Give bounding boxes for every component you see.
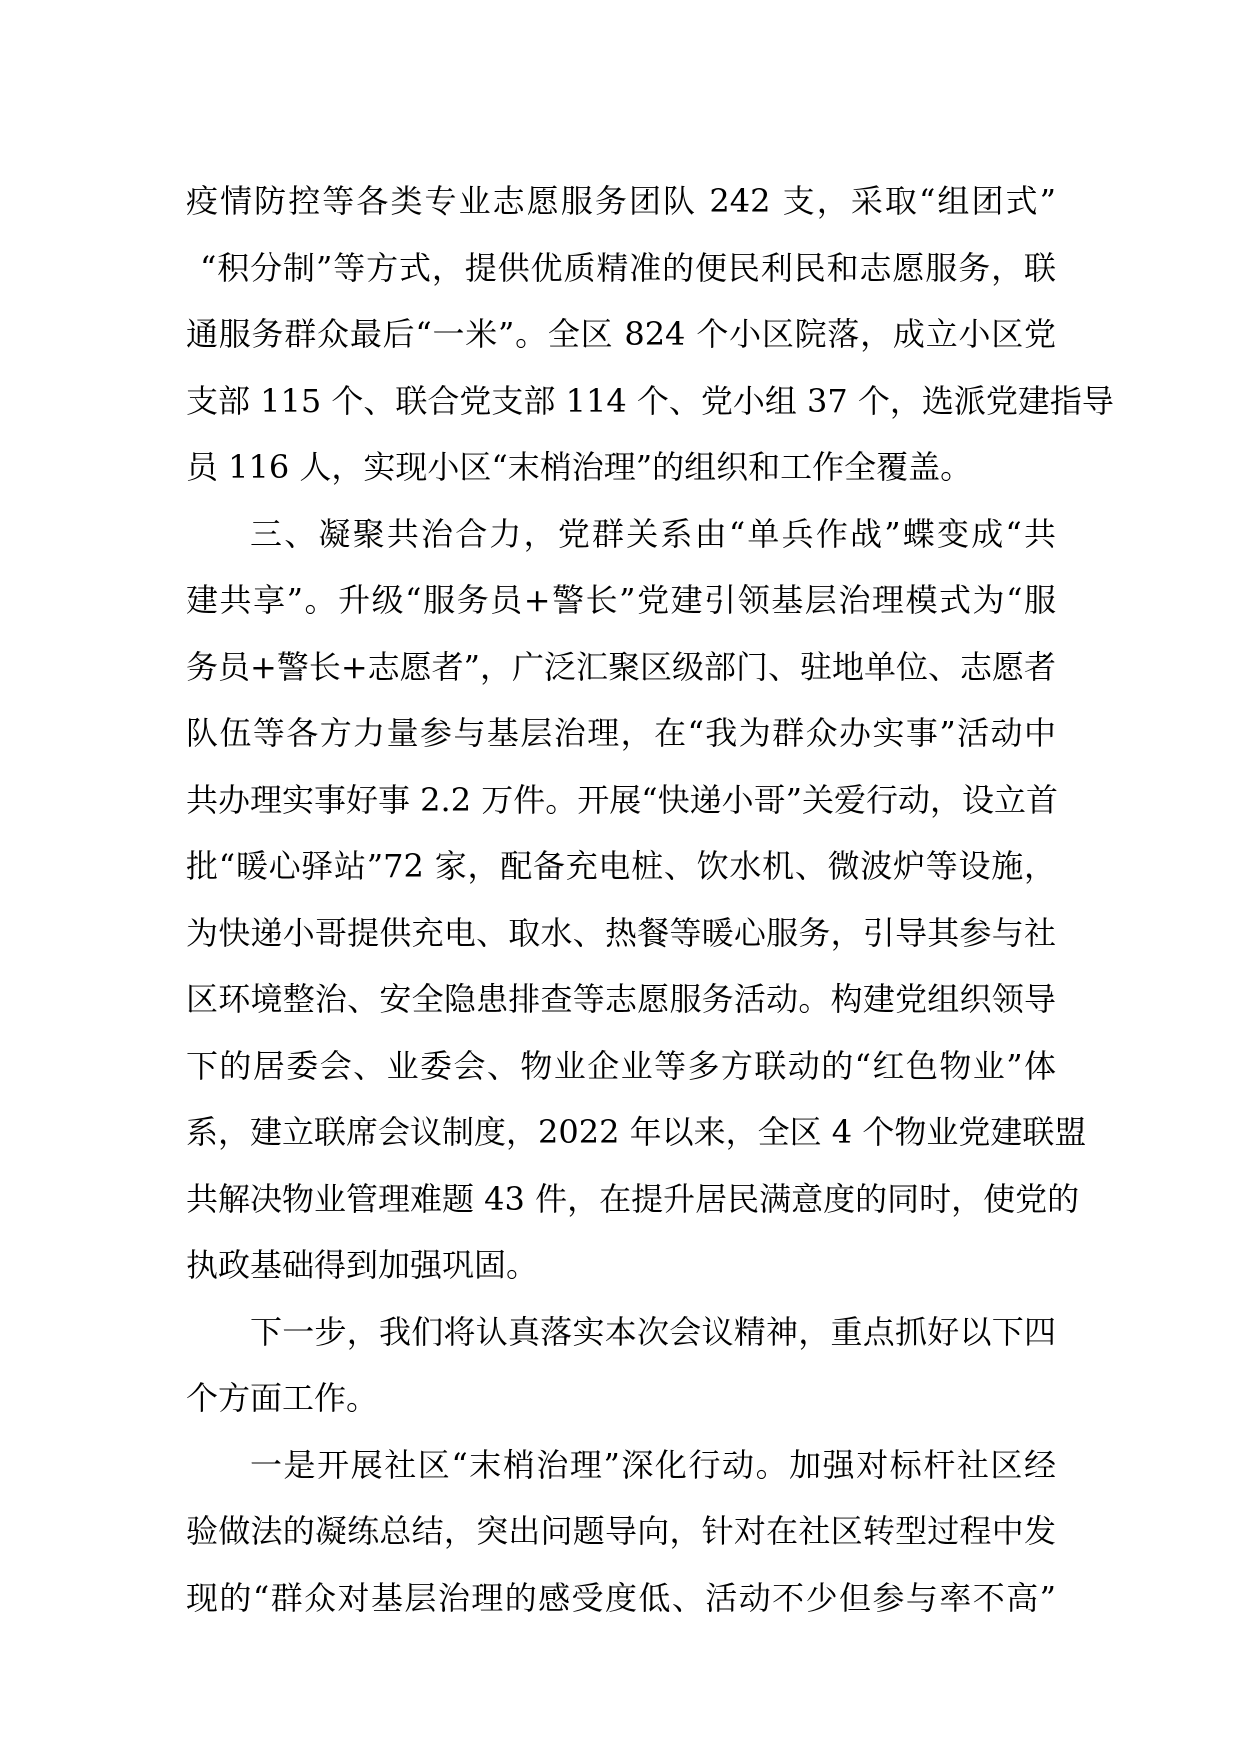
- text-line: “积分制”等方式，提供优质精准的便民利民和志愿服务，联: [200, 248, 1056, 287]
- text-line: 支部 115 个、联合党支部 114 个、党小组 37 个，选派党建指导: [186, 381, 1114, 420]
- text-line: 为快递小哥提供充电、取水、热餐等暖心服务，引导其参与社: [186, 913, 1056, 952]
- paragraph-first-line: 下一步，我们将认真落实本次会议精神，重点抓好以下四: [250, 1312, 1056, 1351]
- paragraph-heading-line: 三、凝聚共治合力，党群关系由“单兵作战”蝶变成“共: [250, 514, 1056, 553]
- text-line: 下的居委会、业委会、物业企业等多方联动的“红色物业”体: [186, 1046, 1056, 1085]
- text-line: 员 116 人，实现小区“末梢治理”的组织和工作全覆盖。: [186, 448, 973, 486]
- text-line: 验做法的凝练总结，突出问题导向，针对在社区转型过程中发: [186, 1512, 1056, 1550]
- text-line: 通服务群众最后“一米”。全区 824 个小区院落，成立小区党: [186, 315, 1056, 353]
- text-line: 务员+警长+志愿者”，广泛汇聚区级部门、驻地单位、志愿者: [186, 647, 1056, 686]
- text-line: 共解决物业管理难题 43 件，在提升居民满意度的同时，使党的: [186, 1179, 1080, 1218]
- text-line: 个方面工作。: [186, 1379, 379, 1417]
- paragraph-first-line: 一是开展社区“末梢治理”深化行动。加强对标杆社区经: [250, 1445, 1056, 1484]
- text-line: 队伍等各方力量参与基层治理，在“我为群众办实事”活动中: [186, 714, 1056, 752]
- text-line: 批“暖心驿站”72 家，配备充电桩、饮水机、微波炉等设施，: [186, 847, 1056, 885]
- body-text: [186, 168, 1114, 1631]
- text-line: 共办理实事好事 2.2 万件。开展“快递小哥”关爱行动，设立首: [186, 780, 1058, 819]
- text-line: 执政基础得到加强巩固。: [186, 1246, 539, 1284]
- text-line: 现的“群众对基层治理的感受度低、活动不少但参与率不高”: [186, 1578, 1056, 1617]
- text-line: 系，建立联席会议制度，2022 年以来，全区 4 个物业党建联盟: [186, 1113, 1087, 1151]
- text-line: 建共享”。升级“服务员+警长”党建引领基层治理模式为“服: [186, 581, 1056, 619]
- text-line: 疫情防控等各类专业志愿服务团队 242 支，采取“组团式”: [186, 182, 1056, 220]
- text-line: 区环境整治、安全隐患排查等志愿服务活动。构建党组织领导: [186, 980, 1056, 1018]
